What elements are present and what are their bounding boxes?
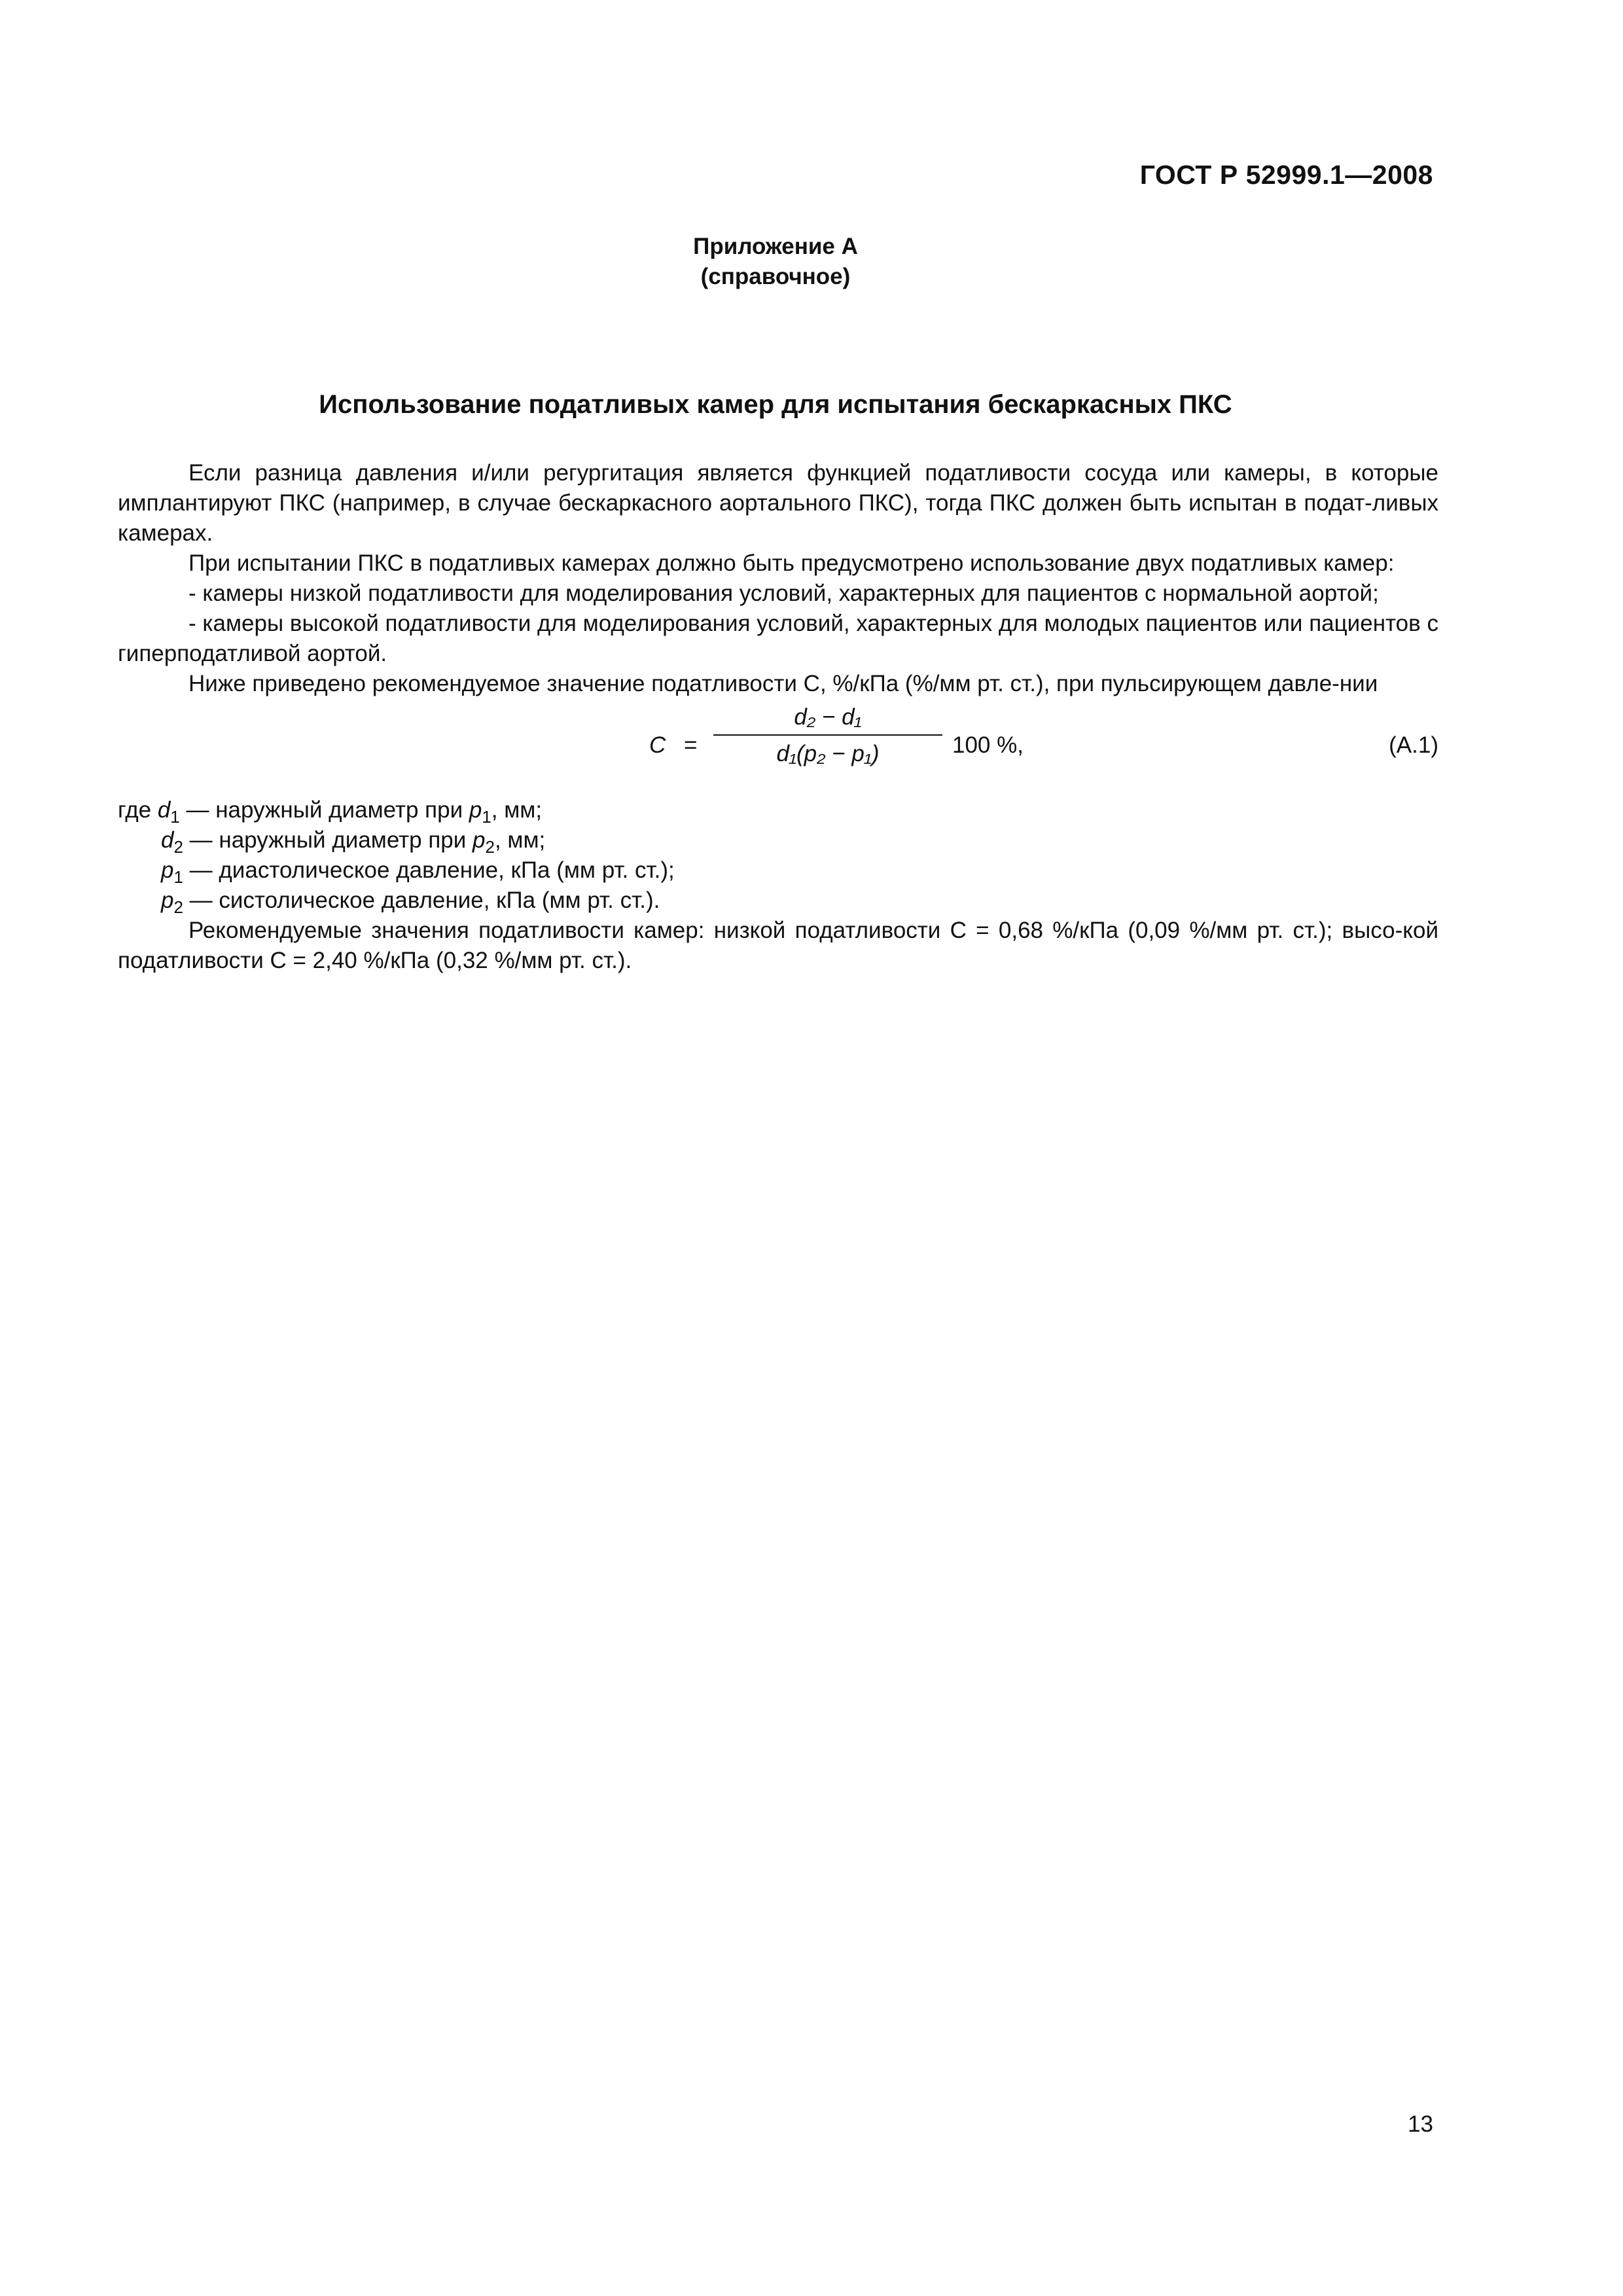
definition-row: $d_2$ — наружный диаметр при $p_2$, мм; bbox=[161, 827, 546, 857]
formula-number: (А.1) bbox=[1389, 732, 1438, 758]
formula-denominator: d₁(p₂ − p₁) bbox=[776, 741, 880, 766]
formula-numerator: d₂ − d₁ bbox=[794, 704, 862, 730]
document-body bbox=[118, 458, 1438, 976]
paragraph-3: - камеры низкой податливости для моделирования условий, характерных для пациентов с нормальной аортой; bbox=[188, 581, 1379, 606]
section-title: Использование податливых камер для испытания бескаркасных ПКС bbox=[319, 390, 1232, 419]
formula-equals: = bbox=[684, 732, 698, 758]
definition-row: $p_1$ — диастолическое давление, кПа (мм рт. ст.); bbox=[161, 857, 675, 887]
annex-type: (справочное) bbox=[700, 264, 851, 289]
fraction-bar bbox=[713, 734, 942, 736]
definition-row: где $d_1$ — наружный диаметр при $p_1$, мм; bbox=[118, 797, 543, 827]
closing-paragraph: Рекомендуемые значения податливости камер: низкой податливости C = 0,68 %/кПа (0,09 %/мм рт. ст.); высо-кой податливости C = 2,40 %/кПа (0,32 %/мм рт. ст.). bbox=[118, 918, 1438, 973]
paragraph-5: Ниже приведено рекомендуемое значение податливости C, %/кПа (%/мм рт. ст.), при пульсирующем давле-нии bbox=[188, 671, 1378, 696]
formula-fraction bbox=[709, 702, 946, 770]
paragraph-4: - камеры высокой податливости для моделирования условий, характерных для молодых пациентов или пациентов с гиперподатливой аортой. bbox=[118, 611, 1438, 666]
formula-lhs: C bbox=[649, 732, 666, 758]
paragraph-1: Если разница давления и/или регургитация является функцией податливости сосуда или камеры, в которые имплантируют ПКС (например, в случае бескаркасного аортального ПКС), тогда ПКС должен быть испытан в подат-ливых камерах. bbox=[118, 460, 1438, 546]
page-number: 13 bbox=[1408, 2111, 1433, 2137]
annex-heading bbox=[0, 232, 1551, 292]
symbol-definitions bbox=[118, 795, 1438, 916]
paragraph-2: При испытании ПКС в податливых камерах должно быть предусмотрено использование двух податливых камер: bbox=[188, 550, 1395, 576]
formula-coefficient: 100 %, bbox=[952, 732, 1024, 758]
standard-code: ГОСТ Р 52999.1—2008 bbox=[1139, 160, 1433, 190]
annex-label: Приложение А bbox=[693, 234, 858, 259]
formula-a1 bbox=[118, 702, 1438, 790]
definition-row: $p_2$ — систолическое давление, кПа (мм рт. ст.). bbox=[161, 888, 660, 917]
